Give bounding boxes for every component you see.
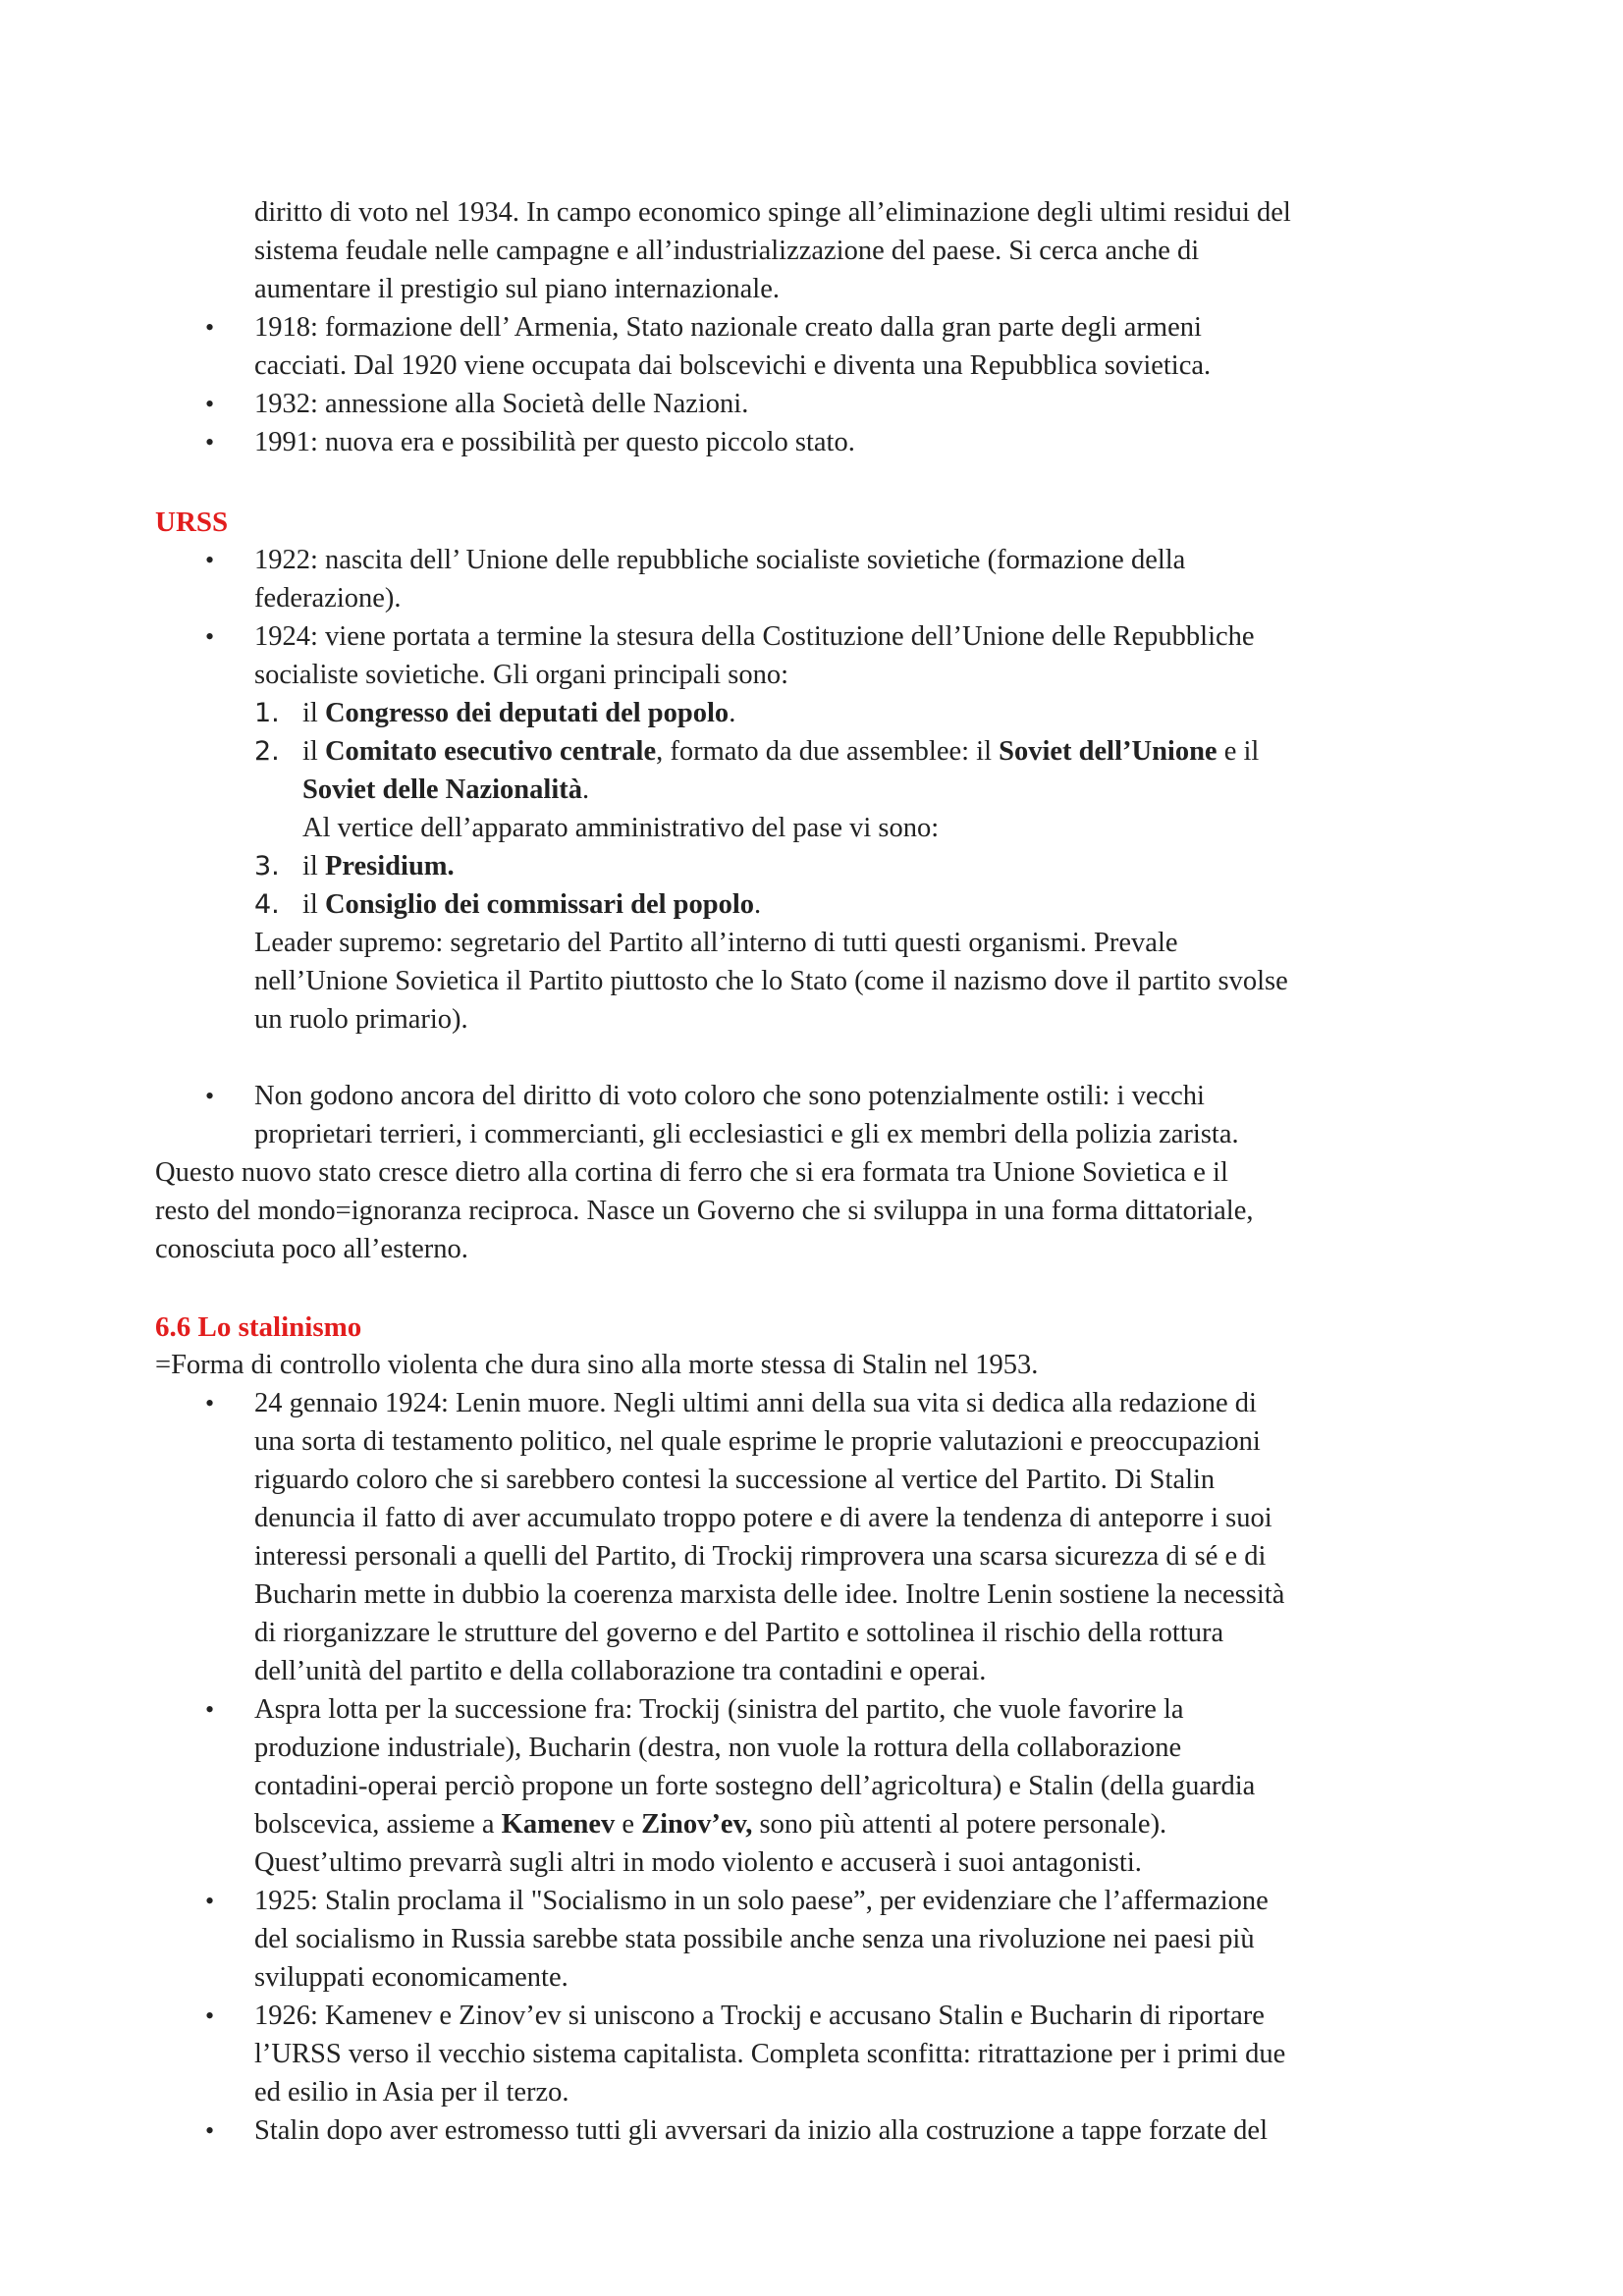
list-item: riguardo coloro che si sarebbero contesi la successione al vertice del Partito. Di Stalin — [254, 1465, 1216, 1495]
list-number: 1. — [254, 698, 280, 728]
bullet-icon: • — [205, 313, 215, 342]
list-item: 1991: nuova era e possibilità per questo piccolo stato. — [254, 427, 855, 457]
list-item: ed esilio in Asia per il terzo. — [254, 2077, 569, 2108]
bullet-icon: • — [205, 2116, 215, 2145]
list-item: una sorta di testamento politico, nel quale esprime le proprie valutazioni e preoccupazioni — [254, 1426, 1261, 1457]
list-item: contadini-operai perciò propone un forte sostegno dell’agricoltura) e Stalin (della guardia — [254, 1771, 1256, 1801]
organ-item: il Comitato esecutivo centrale, formato da due assemblee: il Soviet dell’Unione e il — [302, 736, 1260, 767]
list-item: sviluppati economicamente. — [254, 1962, 568, 1993]
body-text: =Forma di controllo violenta che dura sino alla morte stessa di Stalin nel 1953. — [155, 1350, 1039, 1380]
list-item: Bucharin mette in dubbio la coerenza marxista delle idee. Inoltre Lenin sostiene la necessità — [254, 1579, 1285, 1610]
organ-item: Soviet delle Nazionalità. — [302, 774, 590, 805]
bullet-icon: • — [205, 546, 215, 574]
list-item: produzione industriale), Bucharin (destra, non vuole la rottura della collaborazione — [254, 1733, 1182, 1763]
bullet-icon: • — [205, 1389, 215, 1417]
intro-line: sistema feudale nelle campagne e all’industrializzazione del paese. Si cerca anche di — [254, 236, 1200, 266]
list-item: dell’unità del partito e della collaborazione tra contadini e operai. — [254, 1656, 987, 1686]
body-text: conosciuta poco all’esterno. — [155, 1234, 468, 1264]
bullet-icon: • — [205, 428, 215, 456]
organ-note: Al vertice dell’apparato amministrativo del pase vi sono: — [302, 813, 940, 843]
list-item: 1924: viene portata a termine la stesura della Costituzione dell’Unione delle Repubbliche — [254, 621, 1255, 652]
list-item: del socialismo in Russia sarebbe stata possibile anche senza una rivoluzione nei paesi più — [254, 1924, 1255, 1954]
list-number: 2. — [254, 736, 280, 767]
bullet-icon: • — [205, 390, 215, 418]
bullet-icon: • — [205, 1887, 215, 1915]
list-item: 1925: Stalin proclama il "Socialismo in un solo paese”, per evidenziare che l’affermazione — [254, 1886, 1269, 1916]
list-item: cacciati. Dal 1920 viene occupata dai bolscevichi e diventa una Repubblica sovietica. — [254, 350, 1212, 381]
body-text: Leader supremo: segretario del Partito all’interno di tutti questi organismi. Prevale — [254, 928, 1178, 958]
list-item: federazione). — [254, 583, 402, 614]
bullet-icon: • — [205, 1695, 215, 1724]
list-item: Quest’ultimo prevarrà sugli altri in modo violento e accuserà i suoi antagonisti. — [254, 1847, 1142, 1878]
body-text: nell’Unione Sovietica il Partito piuttosto che lo Stato (come il nazismo dove il partito svolse — [254, 966, 1288, 996]
list-item: Aspra lotta per la successione fra: Trockij (sinistra del partito, che vuole favorire la — [254, 1694, 1184, 1725]
bullet-icon: • — [205, 2002, 215, 2030]
list-item: denuncia il fatto di aver accumulato troppo potere e di avere la tendenza di anteporre i suoi — [254, 1503, 1272, 1533]
list-item: bolscevica, assieme a Kamenev e Zinov’ev, sono più attenti al potere personale). — [254, 1809, 1167, 1840]
list-item: Non godono ancora del diritto di voto coloro che sono potenzialmente ostili: i vecchi — [254, 1081, 1205, 1111]
list-item: l’URSS verso il vecchio sistema capitalista. Completa sconfitta: ritrattazione per i primi due — [254, 2039, 1286, 2069]
list-item: 1932: annessione alla Società delle Nazioni. — [254, 389, 749, 419]
section-heading-stalinismo: 6.6 Lo stalinismo — [155, 1311, 362, 1343]
body-text: resto del mondo=ignoranza reciproca. Nasce un Governo che si sviluppa in una forma dittatoriale, — [155, 1196, 1254, 1226]
list-item: proprietari terrieri, i commercianti, gli ecclesiastici e gli ex membri della polizia zarista. — [254, 1119, 1239, 1149]
list-item: Stalin dopo aver estromesso tutti gli avversari da inizio alla costruzione a tappe forzate del — [254, 2115, 1268, 2146]
body-text: un ruolo primario). — [254, 1004, 468, 1035]
list-item: 1922: nascita dell’ Unione delle repubbliche socialiste sovietiche (formazione della — [254, 545, 1186, 575]
list-item: 1918: formazione dell’ Armenia, Stato nazionale creato dalla gran parte degli armeni — [254, 312, 1202, 343]
list-item: 1926: Kamenev e Zinov’ev si uniscono a Trockij e accusano Stalin e Bucharin di riportare — [254, 2001, 1265, 2031]
intro-line: aumentare il prestigio sul piano internazionale. — [254, 274, 780, 304]
section-heading-urss: URSS — [155, 507, 229, 538]
list-item: socialiste sovietiche. Gli organi principali sono: — [254, 660, 789, 690]
organ-item: il Presidium. — [302, 851, 455, 881]
list-item: 24 gennaio 1924: Lenin muore. Negli ultimi anni della sua vita si dedica alla redazione di — [254, 1388, 1257, 1418]
list-number: 3. — [254, 851, 280, 881]
list-item: interessi personali a quelli del Partito, di Trockij rimprovera una scarsa sicurezza di sé e di — [254, 1541, 1267, 1572]
organ-item: il Consiglio dei commissari del popolo. — [302, 889, 762, 920]
list-item: di riorganizzare le strutture del governo e del Partito e sottolinea il rischio della rottura — [254, 1618, 1224, 1648]
intro-line: diritto di voto nel 1934. In campo economico spinge all’eliminazione degli ultimi residui del — [254, 197, 1291, 228]
body-text: Questo nuovo stato cresce dietro alla cortina di ferro che si era formata tra Unione Sovietica e il — [155, 1157, 1228, 1188]
bullet-icon: • — [205, 1082, 215, 1110]
organ-item: il Congresso dei deputati del popolo. — [302, 698, 736, 728]
bullet-icon: • — [205, 622, 215, 651]
list-number: 4. — [254, 889, 280, 920]
